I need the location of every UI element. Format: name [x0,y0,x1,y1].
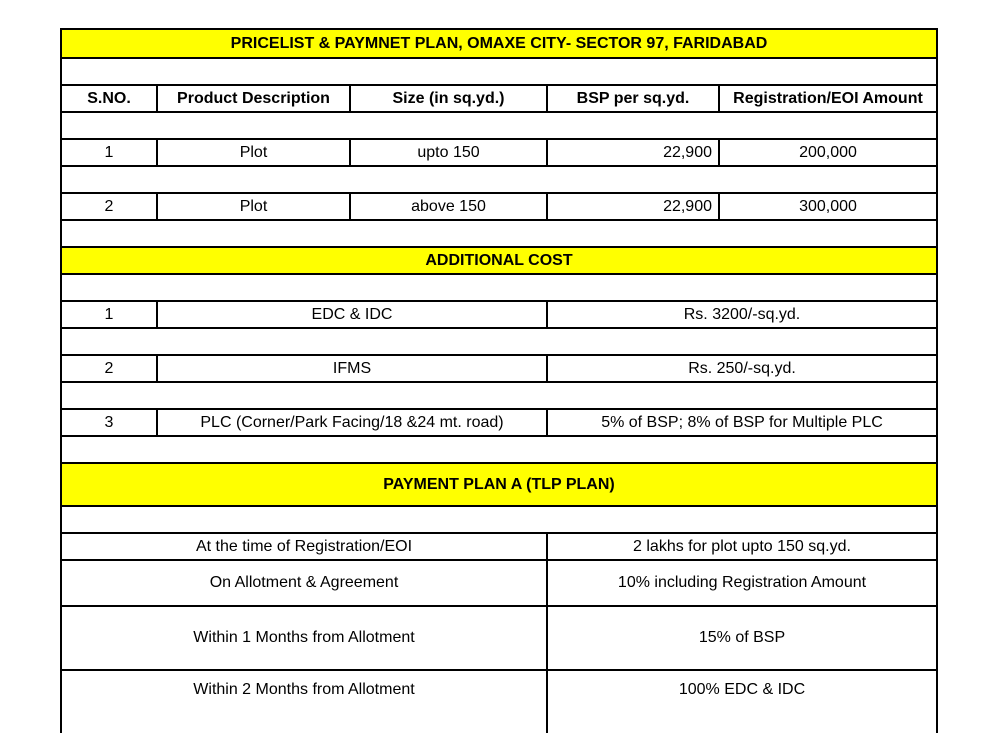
additional-row [60,354,938,381]
additional-cost-heading: ADDITIONAL COST [425,251,573,269]
additional-item: EDC & IDC [311,305,393,323]
payment-amount: 2 lakhs for plot upto 150 sq.yd. [633,537,851,555]
price-registration: 200,000 [799,143,857,161]
payment-plan-heading: PAYMENT PLAN A (TLP PLAN) [383,475,615,493]
header-size: Size (in sq.yd.) [392,89,505,107]
spacer-row [60,435,938,462]
header-sno: S.NO. [87,89,131,107]
spacer-row [60,57,938,84]
payment-stage: On Allotment & Agreement [209,574,399,591]
additional-cost-heading-row [60,246,938,273]
price-row [60,192,938,219]
payment-amount: 100% EDC & IDC [678,681,806,698]
payment-row [60,669,938,733]
spacer-row [60,505,938,532]
payment-plan-heading-row [60,462,938,505]
additional-cost: Rs. 3200/-sq.yd. [683,305,801,323]
payment-stage: At the time of Registration/EOI [195,537,413,555]
additional-cost: 5% of BSP; 8% of BSP for Multiple PLC [601,413,883,431]
spacer-row [60,165,938,192]
spacer-row [60,219,938,246]
header-product: Product Description [177,89,330,107]
price-row [60,138,938,165]
price-product: Plot [239,143,268,161]
additional-row [60,300,938,327]
title-row [60,28,938,57]
header-bsp: BSP per sq.yd. [576,89,690,107]
price-sno: 2 [104,197,114,215]
payment-row [60,559,938,605]
payment-stage: Within 1 Months from Allotment [193,629,415,646]
additional-sno: 2 [104,359,114,377]
sheet-title: PRICELIST & PAYMNET PLAN, OMAXE CITY- SECTOR 97, FARIDABAD [230,34,768,52]
spacer-row [60,327,938,354]
price-registration: 300,000 [799,197,857,215]
header-registration: Registration/EOI Amount [733,89,923,107]
additional-sno: 1 [104,305,114,323]
additional-sno: 3 [104,413,114,431]
price-sno: 1 [104,143,114,161]
price-size: above 150 [411,197,486,215]
payment-row [60,605,938,669]
price-bsp: 22,900 [663,143,712,161]
additional-cost: Rs. 250/-sq.yd. [688,359,796,377]
price-header-row [60,84,938,111]
additional-item: PLC (Corner/Park Facing/18 &24 mt. road) [200,413,504,431]
payment-row [60,532,938,559]
payment-amount: 15% of BSP [698,629,786,646]
price-bsp: 22,900 [663,197,712,215]
payment-amount: 10% including Registration Amount [617,574,867,591]
price-size: upto 150 [417,143,480,161]
spacer-row [60,273,938,300]
pricelist-sheet [60,28,938,733]
payment-stage: Within 2 Months from Allotment [193,681,415,698]
price-product: Plot [239,197,268,215]
additional-row [60,408,938,435]
spacer-row [60,381,938,408]
additional-item: IFMS [332,359,372,377]
spacer-row [60,111,938,138]
